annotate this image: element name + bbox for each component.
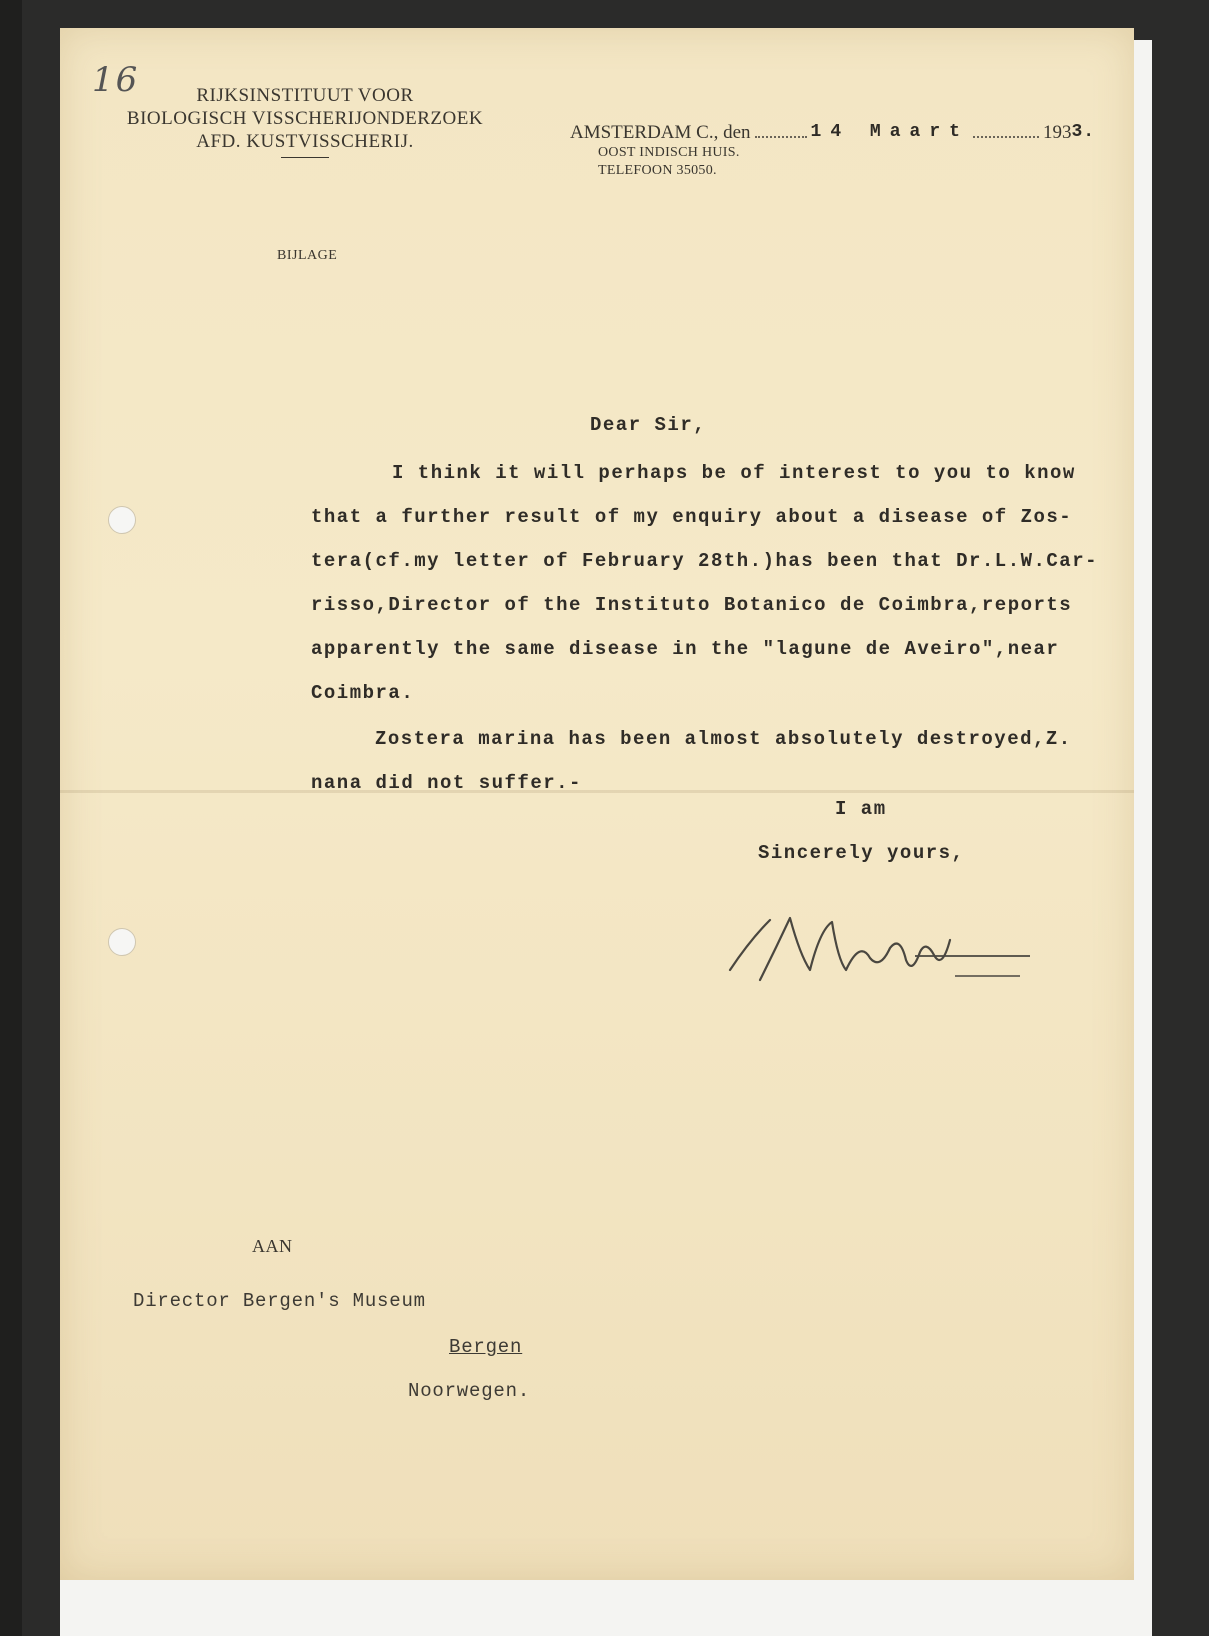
closing-sincerely: Sincerely yours,	[758, 842, 965, 864]
letterhead	[120, 84, 490, 158]
year-prefix: 193	[1042, 122, 1072, 143]
salutation: Dear Sir,	[590, 414, 707, 436]
binder-edge	[0, 0, 22, 1636]
punch-hole-bottom	[108, 928, 136, 956]
body-line-8: nana did not suffer.-	[311, 772, 582, 794]
letter-date: 14 Maart	[810, 122, 969, 142]
letterhead-line-1: RIJKSINSTITUUT VOOR	[196, 85, 414, 106]
paper-fold	[60, 790, 1134, 793]
year-suffix: 3.	[1071, 122, 1096, 142]
body-line-7: Zostera marina has been almost absolutely destroyed,Z.	[375, 728, 1072, 750]
body-line-3: tera(cf.my letter of February 28th.)has been that Dr.L.W.Car-	[311, 550, 1099, 572]
building-line: OOST INDISCH HUIS.	[598, 145, 740, 160]
body-line-2: that a further result of my enquiry about a disease of Zos-	[311, 506, 1073, 528]
letterhead-line-3: AFD. KUSTVISSCHERIJ.	[196, 131, 414, 152]
recipient-country: Noorwegen.	[408, 1380, 531, 1402]
body-line-4: risso,Director of the Instituto Botanico de Coimbra,reports	[311, 594, 1073, 616]
recipient-city: Bergen	[449, 1336, 523, 1358]
body-line-1: I think it will perhaps be of interest to you to know	[392, 462, 1076, 484]
body-line-6: Coimbra.	[311, 682, 415, 704]
letterhead-line-2: BIOLOGISCH VISSCHERIJONDERZOEK	[126, 108, 484, 129]
body-line-5: apparently the same disease in the "lagune de Aveiro",near	[311, 638, 1060, 660]
city-label: AMSTERDAM C., den	[570, 122, 751, 143]
letter-paper	[60, 28, 1134, 1580]
handwritten-page-number: 16	[92, 60, 140, 100]
recipient-line: Director Bergen's Museum	[133, 1290, 426, 1312]
handwritten-signature	[720, 900, 1040, 1000]
closing-i-am: I am	[835, 798, 887, 820]
bijlage-label: BIJLAGE	[277, 248, 338, 263]
letterhead-rule	[281, 157, 329, 158]
punch-hole-top	[108, 506, 136, 534]
place-date-block	[570, 122, 1095, 180]
phone-line: TELEFOON 35050.	[598, 163, 717, 178]
aan-label: AAN	[252, 1236, 293, 1256]
